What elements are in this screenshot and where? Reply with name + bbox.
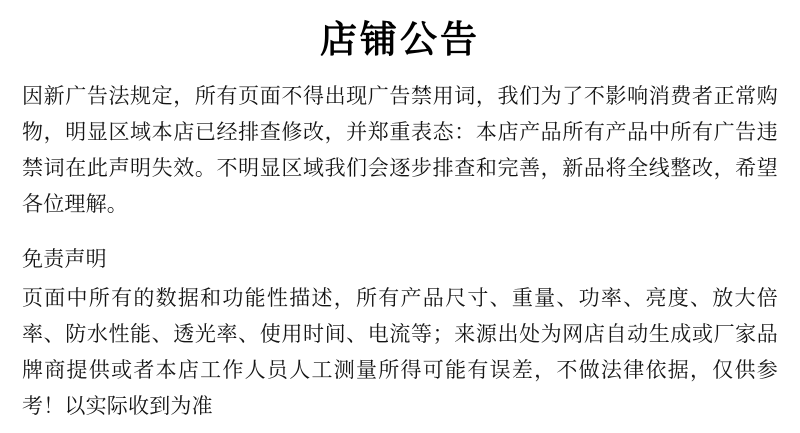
- notice-body: [22, 78, 778, 424]
- disclaimer-paragraph: 页面中所有的数据和功能性描述，所有产品尺寸、重量、功率、亮度、放大倍率、防水性能、透光率、使用时间、电流等；来源出处为网店自动生成或厂家品牌商提供或者本店工作人员人工测量所得可能有误差，不做法律依据，仅供参考！以实际收到为准: [22, 286, 778, 419]
- page-title: 店铺公告: [320, 18, 480, 61]
- advertising-law-notice-paragraph: 因新广告法规定，所有页面不得出现广告禁用词，我们为了不影响消费者正常购物，明显区域本店已经排查修改，并郑重表态：本店产品所有产品中所有广告违禁词在此声明失效。不明显区域我们会逐步排查和完善，新品将全线整改，希望各位理解。: [22, 84, 778, 217]
- disclaimer-heading: 免责声明: [22, 246, 107, 271]
